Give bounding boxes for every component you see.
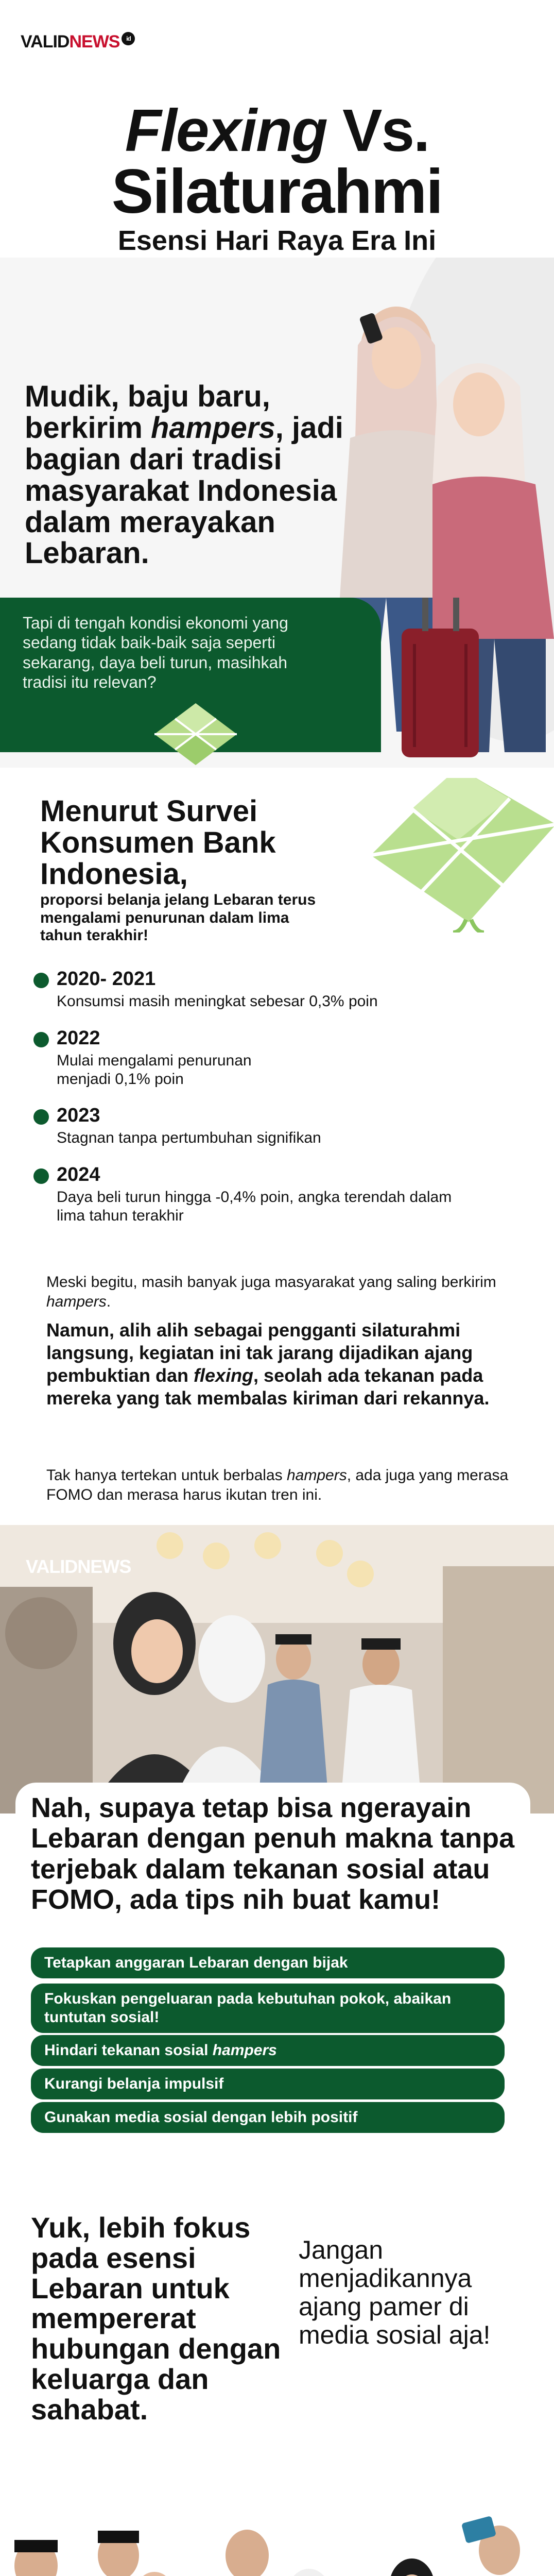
- intro-text-hampers: hampers: [151, 411, 275, 445]
- paragraph-fomo: [46, 1466, 510, 1504]
- timeline-year: 2022: [57, 1027, 100, 1049]
- closing-reminder: Jangan menjadikannya ajang pamer di media sosial aja!: [299, 2235, 491, 2349]
- title-flexing: Flexing: [125, 97, 327, 164]
- timeline-item: [57, 1105, 520, 1147]
- tip-item: Fokuskan pengeluaran pada kebutuhan pokok, abaikan tuntutan sosial!: [31, 1984, 505, 2033]
- question-text: Tapi di tengah kondisi ekonomi yang sedang tidak baik-baik saja seperti sekarang, daya beli turun, masihkah tradisi itu relevan?: [23, 614, 288, 692]
- timeline-year: 2024: [57, 1164, 100, 1185]
- tip-item: Gunakan media sosial dengan lebih positif: [31, 2102, 505, 2133]
- title-silaturahmi: Silaturahmi: [111, 156, 443, 226]
- timeline-desc: Konsumsi masih meningkat sebesar 0,3% poin: [57, 992, 378, 1010]
- timeline-dot-icon: [33, 1168, 49, 1184]
- survey-subtitle: proporsi belanja jelang Lebaran terus mengalami penurunan dalam lima tahun terakhir!: [40, 891, 316, 944]
- timeline-year: 2020- 2021: [57, 968, 156, 990]
- tip-text: Hindari tekanan sosial: [44, 2042, 213, 2059]
- paragraph-hampers: [46, 1273, 510, 1311]
- p1-text-b: .: [106, 1293, 111, 1310]
- tips-heading: Nah, supaya tetap bisa ngerayain Lebaran dengan penuh makna tanpa terjebak dalam tekanan sosial atau FOMO, ada tips nih buat kamu!: [31, 1792, 515, 1916]
- tip-item: Tetapkan anggaran Lebaran dengan bijak: [31, 1947, 505, 1978]
- intro-text-b: , jadi bagian dari tradisi masyarakat Indonesia dalam merayakan Lebaran.: [25, 411, 343, 570]
- p3-text-a: Tak hanya tertekan untuk berbalas: [46, 1467, 287, 1484]
- tip-item: Kurangi belanja impulsif: [31, 2069, 505, 2099]
- p2-text-a: Namun, alih alih sebagai pengganti silaturahmi langsung, kegiatan ini tak jarang dijadikan ajang pembuktian dan: [46, 1319, 473, 1386]
- intro-text-a: Mudik, baju baru, berkirim: [25, 380, 270, 445]
- photo-watermark: VALIDNEWS: [26, 1556, 131, 1577]
- ketupat-small-icon: [149, 701, 242, 768]
- timeline-item: [57, 1028, 520, 1089]
- timeline-desc: Stagnan tanpa pertumbuhan signifikan: [57, 1129, 321, 1146]
- tip-text-hampers: hampers: [212, 2042, 277, 2059]
- p1-text-hampers: hampers: [46, 1293, 107, 1310]
- tip-item: [31, 2035, 505, 2066]
- family-gathering-photo: [0, 2509, 554, 2576]
- closing-message: Yuk, lebih fokus pada esensi Lebaran untuk mempererat hubungan dengan keluarga dan sahabat.: [31, 2211, 281, 2426]
- title-line-1: [0, 97, 554, 164]
- p2-text-b: , seolah ada tekanan pada mereka yang tak membalas kiriman dari rekannya.: [46, 1364, 490, 1409]
- logo-news: NEWS: [69, 32, 120, 52]
- survey-title: Menurut Survei Konsumen Bank Indonesia,: [40, 794, 276, 891]
- timeline-desc: Daya beli turun hingga -0,4% poin, angka terendah dalam lima tahun terakhir: [57, 1188, 452, 1224]
- p1-text-a: Meski begitu, masih banyak juga masyarakat yang saling berkirim: [46, 1274, 496, 1291]
- timeline-dot-icon: [33, 973, 49, 988]
- p2-text-flexing: flexing: [194, 1364, 254, 1386]
- timeline-year: 2023: [57, 1105, 100, 1126]
- timeline-item: [57, 1164, 520, 1225]
- title-vs: Vs.: [342, 97, 429, 164]
- timeline-item: [57, 969, 520, 1011]
- timeline-dot-icon: [33, 1032, 49, 1047]
- timeline-dot-icon: [33, 1109, 49, 1125]
- paragraph-flexing: [46, 1319, 510, 1410]
- ketupat-large-icon: [355, 778, 554, 933]
- validnews-logo: [21, 32, 135, 52]
- subtitle: Esensi Hari Raya Era Ini: [117, 225, 437, 256]
- timeline-desc: Mulai mengalami penurunan menjadi 0,1% poin: [57, 1052, 252, 1088]
- intro-statement: [25, 381, 344, 569]
- logo-valid: VALID: [21, 32, 70, 52]
- p3-text-hampers: hampers: [286, 1467, 347, 1484]
- logo-badge: id: [122, 32, 135, 45]
- p3-text-b: , ada juga yang merasa FOMO dan merasa harus ikutan tren ini.: [46, 1467, 509, 1503]
